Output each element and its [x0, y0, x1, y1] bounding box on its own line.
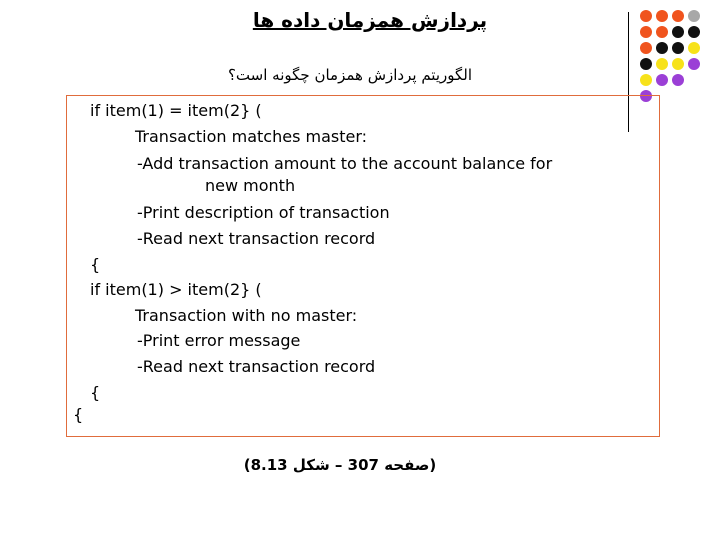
decorative-dot [640, 10, 652, 22]
decorative-dot [656, 42, 668, 54]
decorative-dot [688, 58, 700, 70]
code-line: if item(1) > item(2} ( [90, 280, 262, 299]
decorative-dot [672, 10, 684, 22]
decorative-dot [688, 26, 700, 38]
decorative-dot [640, 26, 652, 38]
slide-title: پردازش همزمان داده ها [252, 8, 488, 32]
decorative-dot [656, 26, 668, 38]
decorative-dot [688, 42, 700, 54]
decorative-dot [656, 58, 668, 70]
decorative-dot [672, 58, 684, 70]
code-line: { [90, 255, 101, 274]
code-line: -Add transaction amount to the account balance for [137, 154, 553, 173]
code-line: -Print description of transaction [137, 203, 390, 222]
code-box [66, 95, 660, 437]
decorative-dot [656, 10, 668, 22]
pseudocode-block [67, 96, 553, 424]
decorative-dot [672, 26, 684, 38]
code-line: -Read next transaction record [137, 229, 376, 248]
code-line: -Read next transaction record [137, 357, 376, 376]
code-line: if item(1) = item(2} ( [90, 101, 262, 120]
decorative-dot [688, 10, 700, 22]
code-line: { [73, 405, 84, 424]
decorative-dot [672, 42, 684, 54]
code-line: { [90, 383, 101, 402]
code-line: Transaction matches master: [135, 127, 368, 146]
decorative-dot [656, 74, 668, 86]
code-line: Transaction with no master: [135, 306, 358, 325]
decorative-dot [640, 74, 652, 86]
decorative-dot [640, 42, 652, 54]
decorative-dot [672, 74, 684, 86]
figure-caption: (صفحه 307 – شکل 8.13) [243, 456, 437, 474]
slide-subtitle: الگوریتم پردازش همزمان چگونه است؟ [227, 66, 473, 84]
code-line: -Print error message [137, 331, 301, 350]
decorative-dot [640, 58, 652, 70]
code-line: new month [205, 176, 296, 195]
